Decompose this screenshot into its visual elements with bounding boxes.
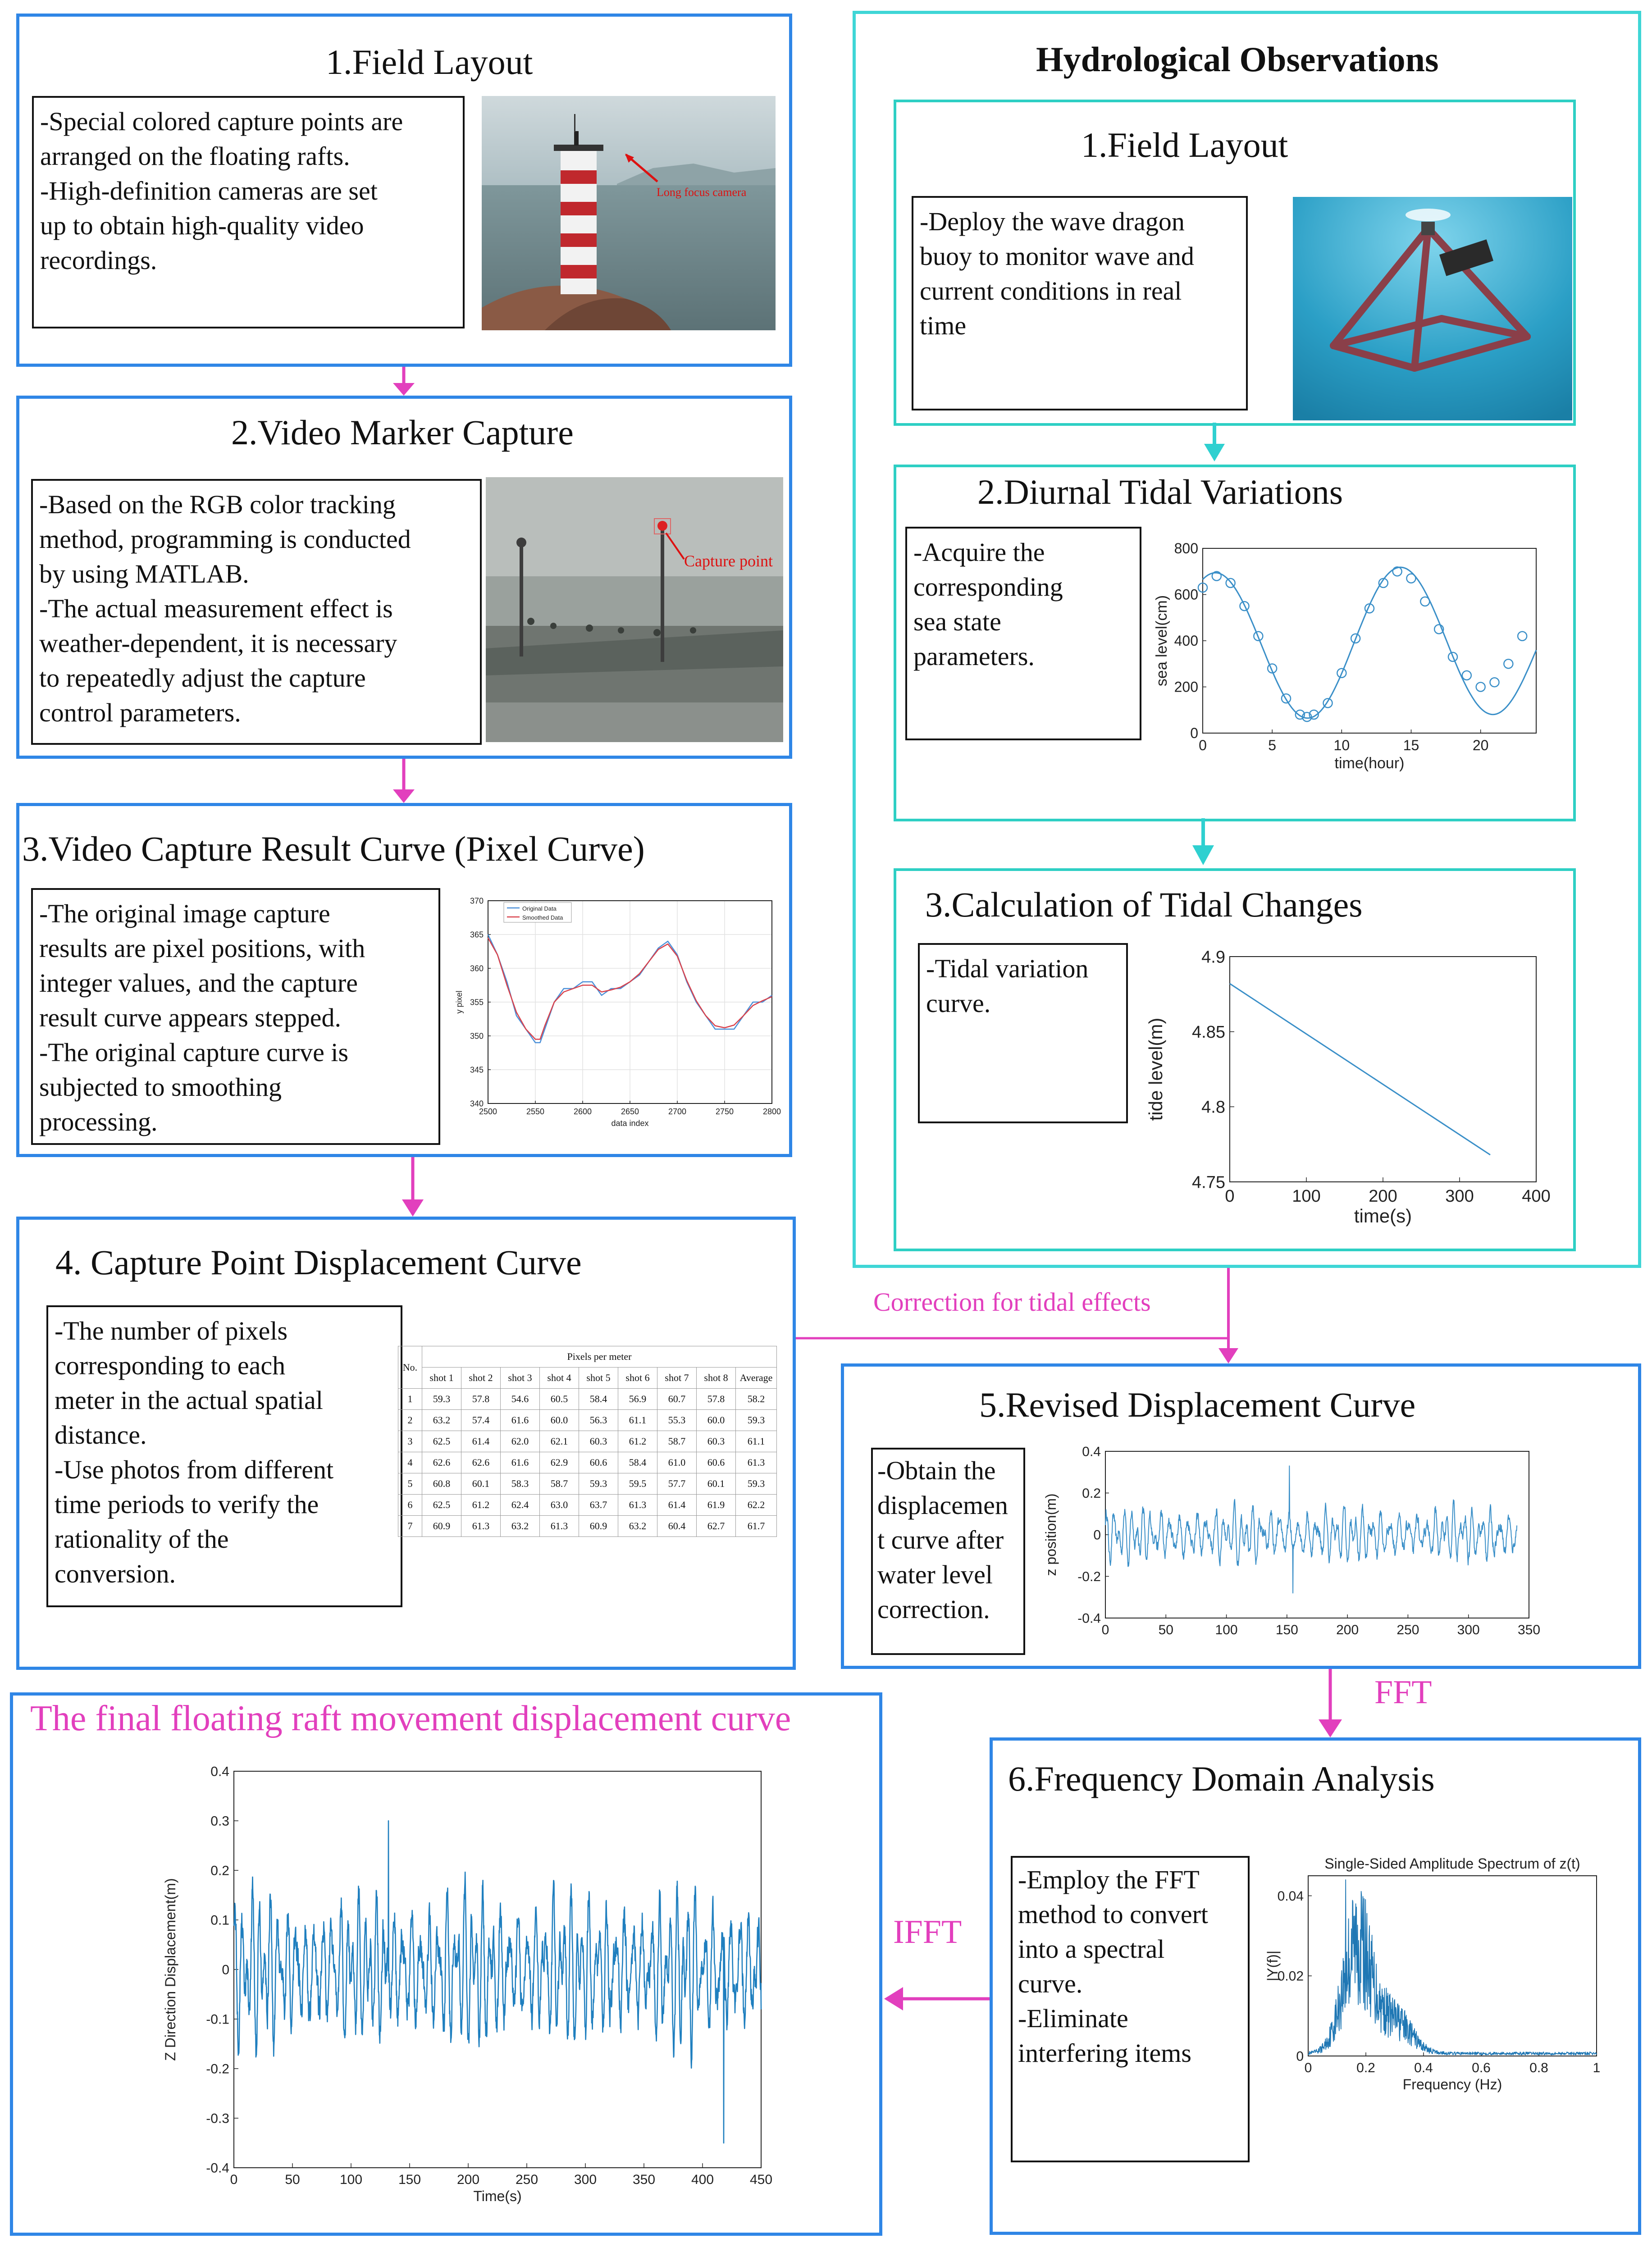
revised-line: water level <box>877 1560 993 1589</box>
table-cell: 59.3 <box>422 1389 461 1410</box>
x-tick-label: 0 <box>1199 737 1207 753</box>
revised-signal-line <box>1105 1466 1517 1593</box>
x-tick-label: 250 <box>515 2172 538 2187</box>
tidal-correction-label: Correction for tidal effects <box>873 1287 1151 1317</box>
table-cell: 61.1 <box>736 1431 777 1452</box>
diurnal-text <box>905 527 1141 740</box>
tide-marker <box>1490 678 1499 687</box>
pixel-curve-panel <box>16 803 792 1157</box>
x-tick-label: 300 <box>574 2172 597 2187</box>
displacement-line: conversion. <box>55 1559 176 1588</box>
x-tick-label: 2600 <box>573 1107 592 1116</box>
table-cell: 60.0 <box>697 1410 736 1431</box>
table-cell: 58.7 <box>540 1473 579 1495</box>
table-cell: 61.3 <box>540 1516 579 1537</box>
table-row <box>398 1473 777 1495</box>
revised-line: t curve after <box>877 1525 1004 1555</box>
table-row <box>398 1495 777 1516</box>
table-cell: 62.1 <box>540 1431 579 1452</box>
video-marker-line: weather-dependent, it is necessary <box>39 629 397 658</box>
table-cell: 61.1 <box>618 1410 657 1431</box>
frequency-line: -Employ the FFT <box>1018 1865 1200 1894</box>
x-tick-label: 350 <box>632 2172 656 2187</box>
final-signal-line <box>234 1821 761 2143</box>
tide-marker <box>1420 597 1429 606</box>
x-tick-label: 200 <box>456 2172 480 2187</box>
table-cell: 57.7 <box>657 1473 697 1495</box>
table-cell: 62.5 <box>422 1431 461 1452</box>
table-cell: 62.5 <box>422 1495 461 1516</box>
x-axis-label: Frequency (Hz) <box>1402 2076 1502 2092</box>
x-tick-label: 2550 <box>526 1107 545 1116</box>
y-tick-label: 360 <box>470 964 484 973</box>
table-column-header: shot 7 <box>657 1368 697 1389</box>
x-tick-label: 50 <box>285 2172 300 2187</box>
amplitude-spectrum-chart <box>1264 1853 1628 2133</box>
y-tick-label: 0.3 <box>210 1814 229 1829</box>
table-column-header: shot 2 <box>461 1368 501 1389</box>
table-cell: 60.9 <box>579 1516 618 1537</box>
y-tick-label: 0 <box>1093 1527 1101 1543</box>
diurnal-panel <box>894 465 1576 821</box>
video-marker-line: by using MATLAB. <box>39 559 249 588</box>
displacement-line: meter in the actual spatial <box>55 1386 323 1415</box>
table-row <box>398 1410 777 1431</box>
lighthouse-photo <box>482 96 776 330</box>
table-cell: 62.0 <box>501 1431 540 1452</box>
table-cell: 58.4 <box>618 1452 657 1473</box>
hydro-field-layout-line: current conditions in real <box>920 276 1182 305</box>
table-cell: 60.4 <box>657 1516 697 1537</box>
table-column-header: shot 6 <box>618 1368 657 1389</box>
x-tick-label: 0 <box>1225 1187 1235 1206</box>
diurnal-chart <box>1153 535 1545 778</box>
hydro-field-layout-line: buoy to monitor wave and <box>920 242 1194 271</box>
x-tick-label: 2800 <box>762 1107 781 1116</box>
table-row <box>398 1389 777 1410</box>
table-cell: 60.3 <box>579 1431 618 1452</box>
x-axis-label: Time(s) <box>473 2188 522 2204</box>
displacement-line: time periods to verify the <box>55 1490 319 1519</box>
hydro-field-layout-line: time <box>920 311 967 340</box>
table-cell: 57.4 <box>461 1410 501 1431</box>
table-cell: 59.3 <box>736 1473 777 1495</box>
video-marker-line: -The actual measurement effect is <box>39 594 393 623</box>
buoy-photo <box>1293 197 1572 420</box>
revised-line: -Obtain the <box>877 1456 996 1485</box>
displacement-line: distance. <box>55 1420 147 1450</box>
table-column-header: shot 1 <box>422 1368 461 1389</box>
y-tick-label: 0.02 <box>1277 1969 1304 1984</box>
table-cell: 62.4 <box>501 1495 540 1516</box>
final-panel <box>10 1692 882 2236</box>
y-axis-label: y pixel <box>455 990 464 1014</box>
table-cell: 63.7 <box>579 1495 618 1516</box>
pixel-curve-line: integer values, and the capture <box>39 968 358 998</box>
y-axis-label: tide level(m) <box>1145 1017 1166 1121</box>
table-column-header: shot 5 <box>579 1368 618 1389</box>
diurnal-line: -Acquire the <box>913 538 1045 567</box>
hydro-field-layout-text <box>912 196 1248 410</box>
table-cell: 61.0 <box>657 1452 697 1473</box>
y-tick-label: 4.85 <box>1192 1022 1225 1042</box>
y-axis-label: sea level(cm) <box>1153 595 1170 687</box>
table-cell: 61.3 <box>736 1452 777 1473</box>
revised-panel <box>841 1363 1641 1669</box>
hydro-title: Hydrological Observations <box>1036 40 1439 79</box>
table-cell: 61.4 <box>657 1495 697 1516</box>
y-tick-label: 600 <box>1174 586 1198 603</box>
y-tick-label: -0.4 <box>206 2161 229 2176</box>
x-tick-label: 200 <box>1336 1623 1359 1637</box>
table-cell: 63.0 <box>540 1495 579 1516</box>
tidal-calc-line: curve. <box>926 989 991 1018</box>
table-cell: 62.9 <box>540 1452 579 1473</box>
x-tick-label: 2700 <box>668 1107 687 1116</box>
diurnal-line: sea state <box>913 607 1001 636</box>
table-column-header: shot 4 <box>540 1368 579 1389</box>
table-cell: 62.7 <box>697 1516 736 1537</box>
x-tick-label: 10 <box>1333 737 1350 753</box>
spectrum-line <box>1308 1880 1597 2055</box>
y-tick-label: 345 <box>470 1065 484 1075</box>
tidal-calc-line: -Tidal variation <box>926 954 1089 983</box>
frequency-line: into a spectral <box>1018 1934 1165 1964</box>
legend-label: Original Data <box>522 905 557 912</box>
table-cell: 61.6 <box>501 1410 540 1431</box>
x-tick-label: 0.2 <box>1356 2061 1375 2075</box>
y-tick-label: 4.75 <box>1192 1173 1225 1192</box>
legend-label: Smoothed Data <box>522 914 563 921</box>
x-tick-label: 15 <box>1403 737 1419 753</box>
pixel-curve-title: 3.Video Capture Result Curve (Pixel Curve) <box>22 829 645 868</box>
camera-label: Long focus camera <box>657 186 747 199</box>
table-cell: 61.2 <box>461 1495 501 1516</box>
video-marker-panel <box>16 396 792 759</box>
y-tick-label: -0.4 <box>1077 1611 1101 1626</box>
table-cell: 1 <box>398 1389 422 1410</box>
tide-marker <box>1462 671 1471 680</box>
tidal-calc-panel <box>894 868 1576 1251</box>
displacement-text <box>46 1305 402 1607</box>
tidal-calc-text <box>918 943 1128 1123</box>
displacement-line: -The number of pixels <box>55 1316 288 1345</box>
pixel-curve-line: results are pixel positions, with <box>39 934 365 963</box>
frequency-line: curve. <box>1018 1969 1083 1998</box>
tide-marker <box>1504 659 1513 668</box>
pixel-curve-line: subjected to smoothing <box>39 1072 282 1102</box>
x-tick-label: 0.8 <box>1529 2061 1548 2075</box>
y-tick-label: -0.2 <box>206 2061 229 2077</box>
y-tick-label: 0 <box>1296 2049 1304 2064</box>
x-tick-label: 0.6 <box>1472 2061 1491 2075</box>
tide-marker <box>1518 632 1527 641</box>
x-tick-label: 1 <box>1593 2061 1601 2075</box>
x-tick-label: 0 <box>1101 1623 1109 1637</box>
displacement-line: -Use photos from different <box>55 1455 334 1484</box>
table-header-no: No. <box>398 1346 422 1389</box>
x-axis-label: time(s) <box>1354 1205 1412 1226</box>
table-cell: 57.8 <box>697 1389 736 1410</box>
video-marker-line: to repeatedly adjust the capture <box>39 663 366 693</box>
y-tick-label: 0.04 <box>1277 1888 1304 1904</box>
table-row <box>398 1431 777 1452</box>
field-layout-line: -Special colored capture points are <box>40 107 403 136</box>
tidal-calc-title: 3.Calculation of Tidal Changes <box>925 885 1363 924</box>
x-tick-label: 100 <box>1292 1187 1321 1206</box>
y-tick-label: 4.9 <box>1201 948 1225 967</box>
table-cell: 62.2 <box>736 1495 777 1516</box>
x-tick-label: 20 <box>1472 737 1489 753</box>
table-cell: 54.6 <box>501 1389 540 1410</box>
y-tick-label: 0.4 <box>1082 1444 1101 1459</box>
table-cell: 63.2 <box>501 1516 540 1537</box>
displacement-panel <box>16 1217 796 1670</box>
field-layout-line: arranged on the floating rafts. <box>40 141 350 171</box>
table-cell: 60.3 <box>697 1431 736 1452</box>
table-cell: 3 <box>398 1431 422 1452</box>
y-tick-label: 370 <box>470 896 484 906</box>
table-cell: 60.0 <box>540 1410 579 1431</box>
table-cell: 57.8 <box>461 1389 501 1410</box>
diurnal-line: parameters. <box>913 642 1035 671</box>
table-cell: 61.6 <box>501 1452 540 1473</box>
x-tick-label: 2650 <box>621 1107 639 1116</box>
table-cell: 62.6 <box>422 1452 461 1473</box>
table-cell: 4 <box>398 1452 422 1473</box>
table-row <box>398 1452 777 1473</box>
y-tick-label: 0.2 <box>210 1863 229 1878</box>
y-tick-label: 4.8 <box>1201 1098 1225 1117</box>
y-tick-label: 0.1 <box>210 1913 229 1928</box>
table-cell: 61.2 <box>618 1431 657 1452</box>
table-cell: 6 <box>398 1495 422 1516</box>
frequency-line: method to convert <box>1018 1900 1209 1929</box>
table-cell: 58.4 <box>579 1389 618 1410</box>
y-tick-label: 200 <box>1174 679 1198 695</box>
chart-title: Single-Sided Amplitude Spectrum of z(t) <box>1324 1855 1580 1872</box>
y-tick-label: 800 <box>1174 540 1198 557</box>
x-tick-label: 5 <box>1268 737 1277 753</box>
y-tick-label: 355 <box>470 998 484 1007</box>
x-tick-label: 150 <box>1275 1623 1298 1637</box>
table-column-header: shot 3 <box>501 1368 540 1389</box>
field-layout-line: -High-definition cameras are set <box>40 176 378 205</box>
frequency-line: -Eliminate <box>1018 2004 1128 2033</box>
plot-frame <box>1230 957 1536 1182</box>
y-tick-label: -0.2 <box>1077 1569 1101 1584</box>
pixel-curve-line: result curve appears stepped. <box>39 1003 341 1032</box>
table-cell: 59.3 <box>579 1473 618 1495</box>
y-tick-label: -0.3 <box>206 2111 229 2126</box>
x-tick-label: 300 <box>1457 1623 1480 1637</box>
frequency-panel <box>990 1737 1641 2235</box>
y-tick-label: 350 <box>470 1031 484 1041</box>
table-cell: 58.7 <box>657 1431 697 1452</box>
x-tick-label: 150 <box>398 2172 421 2187</box>
x-tick-label: 400 <box>1522 1187 1551 1206</box>
table-cell: 55.3 <box>657 1410 697 1431</box>
field-layout-title: 1.Field Layout <box>326 42 533 82</box>
x-tick-label: 400 <box>691 2172 714 2187</box>
table-cell: 60.9 <box>422 1516 461 1537</box>
table-cell: 60.1 <box>461 1473 501 1495</box>
table-cell: 61.4 <box>461 1431 501 1452</box>
table-cell: 60.8 <box>422 1473 461 1495</box>
y-tick-label: 0 <box>222 1962 229 1978</box>
y-axis-label: |Y(f)| <box>1264 1950 1281 1982</box>
displacement-line: corresponding to each <box>55 1351 286 1380</box>
y-tick-label: 365 <box>470 930 484 939</box>
pixel-curve-line: processing. <box>39 1107 158 1136</box>
x-tick-label: 0 <box>230 2172 238 2187</box>
y-tick-label: 0 <box>1190 725 1198 742</box>
final-displacement-chart <box>157 1759 797 2227</box>
y-tick-label: -0.1 <box>206 2012 229 2027</box>
x-axis-label: time(hour) <box>1334 755 1405 772</box>
table-header-group: Pixels per meter <box>422 1346 777 1368</box>
fft-label: FFT <box>1374 1674 1432 1711</box>
video-marker-line: -Based on the RGB color tracking <box>39 490 396 519</box>
hydro-field-layout-panel <box>894 100 1576 426</box>
field-layout-line: recordings. <box>40 246 157 275</box>
table-cell: 5 <box>398 1473 422 1495</box>
x-tick-label: 250 <box>1396 1623 1419 1637</box>
table-cell: 61.3 <box>618 1495 657 1516</box>
capture-point-label: Capture point <box>684 552 773 570</box>
table-cell: 60.6 <box>697 1452 736 1473</box>
diurnal-title: 2.Diurnal Tidal Variations <box>977 472 1343 511</box>
table-cell: 61.9 <box>697 1495 736 1516</box>
table-cell: 59.5 <box>618 1473 657 1495</box>
table-cell: 60.5 <box>540 1389 579 1410</box>
video-marker-title: 2.Video Marker Capture <box>231 413 574 452</box>
y-axis-label: Z Direction Displacement(m) <box>162 1878 178 2061</box>
revised-displacement-chart <box>1042 1443 1547 1659</box>
video-marker-line: method, programming is conducted <box>39 524 411 554</box>
y-axis-label: z position(m) <box>1043 1493 1059 1576</box>
y-tick-label: 340 <box>470 1099 484 1108</box>
pixels-per-meter-table <box>398 1346 777 1537</box>
final-title: The final floating raft movement displacement curve <box>30 1699 791 1738</box>
frequency-title: 6.Frequency Domain Analysis <box>1008 1759 1435 1798</box>
x-tick-label: 200 <box>1369 1187 1397 1206</box>
revised-text <box>871 1448 1025 1655</box>
table-cell: 62.6 <box>461 1452 501 1473</box>
table-cell: 2 <box>398 1410 422 1431</box>
x-tick-label: 0 <box>1304 2061 1312 2075</box>
x-tick-label: 450 <box>749 2172 773 2187</box>
revised-line: displacemen <box>877 1491 1008 1520</box>
video-marker-text <box>31 479 482 745</box>
x-tick-label: 300 <box>1445 1187 1474 1206</box>
x-axis-label: data index <box>611 1119 649 1128</box>
video-marker-line: control parameters. <box>39 698 241 727</box>
capture-point-photo <box>486 477 783 742</box>
pixel-curve-chart <box>452 887 785 1140</box>
displacement-line: rationality of the <box>55 1524 229 1554</box>
tidal-change-chart <box>1145 939 1563 1245</box>
table-cell: 61.7 <box>736 1516 777 1537</box>
x-tick-label: 0.4 <box>1414 2061 1433 2075</box>
tide-marker <box>1323 698 1333 707</box>
ifft-label: IFFT <box>893 1914 962 1951</box>
table-cell: 58.3 <box>501 1473 540 1495</box>
field-layout-line: up to obtain high-quality video <box>40 211 364 240</box>
hydro-field-layout-line: -Deploy the wave dragon <box>920 207 1185 236</box>
table-cell: 61.3 <box>461 1516 501 1537</box>
tide-curve <box>1203 567 1536 718</box>
table-column-header: Average <box>736 1368 777 1389</box>
frequency-line: interfering items <box>1018 2038 1191 2068</box>
x-tick-label: 2500 <box>479 1107 497 1116</box>
table-cell: 7 <box>398 1516 422 1537</box>
table-cell: 56.9 <box>618 1389 657 1410</box>
table-cell: 59.3 <box>736 1410 777 1431</box>
x-tick-label: 2750 <box>715 1107 734 1116</box>
tide-marker <box>1476 683 1485 692</box>
table-column-header: shot 8 <box>697 1368 736 1389</box>
table-cell: 63.2 <box>422 1410 461 1431</box>
tide-line <box>1230 984 1490 1155</box>
hydro-field-layout-title: 1.Field Layout <box>1081 125 1288 164</box>
pixel-curve-line: -The original capture curve is <box>39 1038 349 1067</box>
x-tick-label: 100 <box>339 2172 363 2187</box>
table-cell: 60.7 <box>657 1389 697 1410</box>
revised-title: 5.Revised Displacement Curve <box>979 1385 1416 1424</box>
x-tick-label: 50 <box>1158 1623 1173 1637</box>
table-cell: 63.2 <box>618 1516 657 1537</box>
displacement-title: 4. Capture Point Displacement Curve <box>55 1243 582 1282</box>
table-cell: 60.1 <box>697 1473 736 1495</box>
frequency-text <box>1011 1856 1250 2162</box>
field-layout-panel <box>16 14 792 367</box>
hydro-panel <box>853 11 1641 1268</box>
pixel-curve-line: -The original image capture <box>39 899 330 928</box>
table-cell: 60.6 <box>579 1452 618 1473</box>
x-tick-label: 350 <box>1517 1623 1541 1637</box>
y-tick-label: 0.4 <box>210 1764 229 1779</box>
table-row <box>398 1516 777 1537</box>
y-tick-label: 0.2 <box>1082 1486 1101 1501</box>
diurnal-line: corresponding <box>913 572 1063 602</box>
y-tick-label: 400 <box>1174 633 1198 649</box>
x-tick-label: 100 <box>1215 1623 1238 1637</box>
table-cell: 58.2 <box>736 1389 777 1410</box>
revised-line: correction. <box>877 1595 990 1624</box>
table-cell: 56.3 <box>579 1410 618 1431</box>
field-layout-text <box>32 96 465 328</box>
plot-frame <box>1203 548 1536 733</box>
pixel-curve-text <box>31 888 440 1145</box>
tide-marker <box>1407 574 1416 583</box>
